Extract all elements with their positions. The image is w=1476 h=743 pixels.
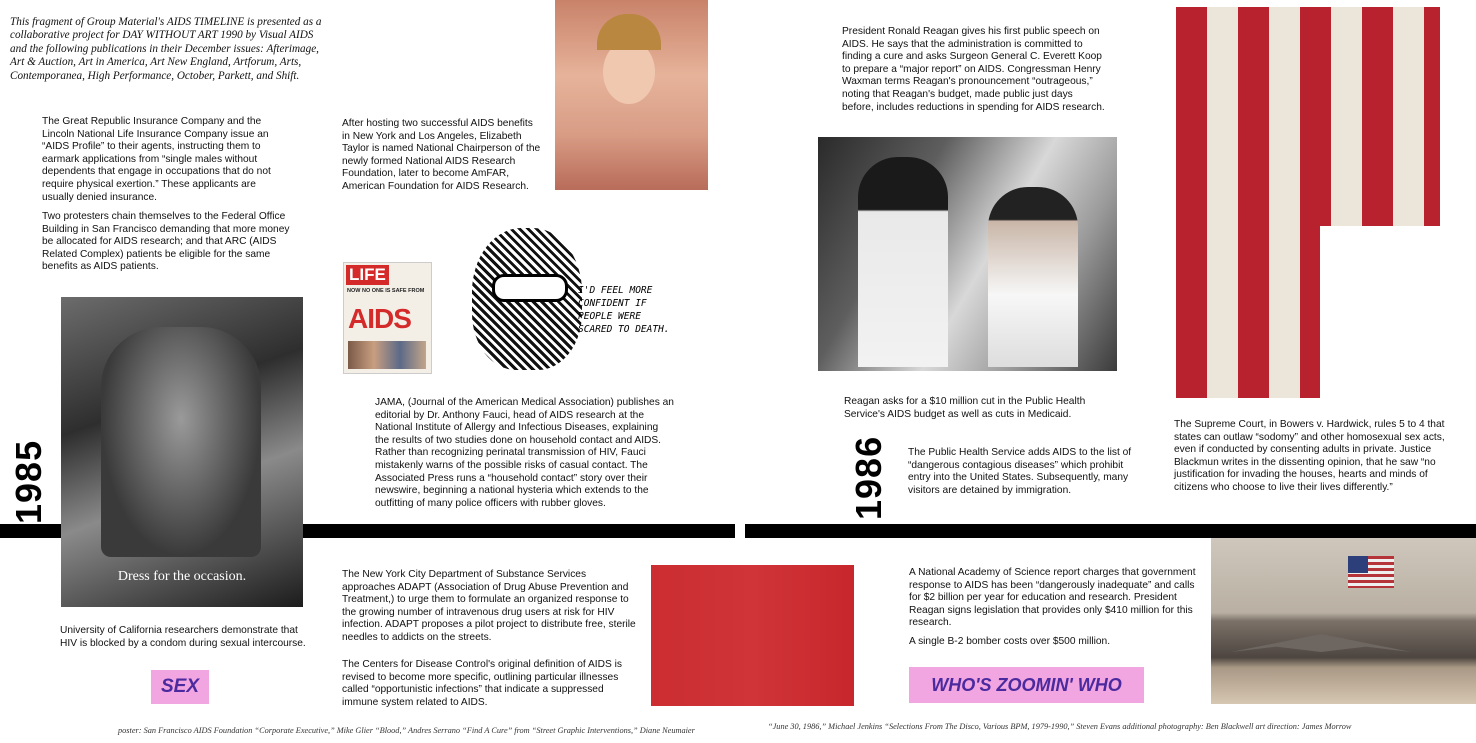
life-subtitle: NOW NO ONE IS SAFE FROM (347, 288, 425, 294)
executive-photo (818, 137, 1117, 371)
executive-woman (988, 187, 1078, 367)
entry-reagan-cut: Reagan asks for a $10 million cut in the Public Health Service's AIDS budget as well as cuts in Medicaid. (844, 396, 1086, 420)
entry-supreme: The Supreme Court, in Bowers v. Hardwick, rules 5 to 4 that states can outlaw “sodomy” and other homosexual sex acts, even if conducted by consenting adults in private. Justice Blackmun writes in the dissenting opinion, that he saw “no justification for invading the houses, hearts and minds of citizens who choose to live their lives differently.” (1174, 419, 1445, 493)
flag-cutout (1320, 226, 1476, 406)
intro-text: This fragment of Group Material's AIDS TIMELINE is presented as a collaborative project for DAY WITHOUT ART 1990 by Visual AIDS and the following publications in their December issues: Afterimage, Art & Auction, Art in America, Art New England, Artforum, Arts, Contemporanea, High Performance, October, Parkett, and Shift. (10, 16, 322, 82)
fauci-quote: I'D FEEL MORE CONFIDENT IF PEOPLE WERE SCARED TO DEATH. (578, 285, 670, 335)
tag-sex: SEX (151, 670, 209, 704)
hangar-flag (1348, 556, 1394, 588)
executive-man (858, 157, 948, 367)
year-1985: 1985 (8, 439, 49, 524)
credits-right: “June 30, 1986,” Michael Jenkins “Selections From The Disco, Various BPM, 1979-1990,” Steven Evans additional photography: Ben Blackwell art direction: James Morrow (768, 722, 1352, 731)
timeline-band-right (745, 524, 1476, 538)
poster-figure (101, 327, 261, 557)
entry-cdc: The Centers for Disease Control's original definition of AIDS is revised to become more specific, outlining particular illnesses called “opportunistic infections” that indicate a suppressed immune system related to AIDS. (342, 659, 622, 708)
entry-adapt: The New York City Department of Substance Services approaches ADAPT (Association of Drug Abuse Prevention and Treatment,) to urge them to formulate an organized response to the growing number of intravenous drug users at risk for HIV infection. ADAPT proposes a pilot project to distribute free, sterile needles to addicts on the streets. (342, 569, 636, 643)
poster-photo (61, 297, 303, 607)
taylor-headdress (597, 14, 661, 50)
poster-caption: Dress for the occasion. (117, 569, 247, 584)
entry-b2: A single B-2 bomber costs over $500 million. (909, 636, 1111, 647)
b2-bomber (1231, 634, 1411, 652)
entry-protesters: Two protesters chain themselves to the Federal Office Building in San Francisco demanding that more money be allocated for AIDS research; and that ARC (AIDS Related Complex) patients be eligible for the same benefits as AIDS patients. (42, 211, 290, 273)
entry-phs: The Public Health Service adds AIDS to the list of “dangerous contagious diseases” which prohibit entry into the United States. Subsequently, many visitors are detained by immigration. (908, 447, 1132, 496)
life-aids: AIDS (348, 303, 411, 334)
tag-zoomin: WHO'S ZOOMIN' WHO (909, 667, 1144, 703)
life-magazine-cover (343, 262, 432, 374)
blood-panel (651, 565, 854, 706)
entry-nas: A National Academy of Science report charges that government response to AIDS has been “dangerously inadequate” and calls for $2 billion per year for education and research. President Reagan signs legislation that provides only $410 million for this research. (909, 567, 1196, 629)
entry-taylor: After hosting two successful AIDS benefits in New York and Los Angeles, Elizabeth Taylor is named National Chairperson of the newly formed National AIDS Research Foundation, later to become AmFAR, American Foundation for AIDS Research. (342, 118, 541, 192)
hangar-flag-canton (1348, 556, 1368, 573)
credits-left: poster: San Francisco AIDS Foundation “Corporate Executive,” Mike Glier “Blood,” Andres Serrano “Find A Cure” from “Street Graphic Interventions,” Diane Neumaier (118, 726, 695, 735)
life-logo: LIFE (346, 265, 389, 285)
life-photo-strip (348, 341, 426, 369)
entry-jama: JAMA, (Journal of the American Medical Association) publishes an editorial by Dr. Anthony Fauci, head of AIDS research at the National Institute of Allergy and Infectious Diseases, explaining the results of two studies done on household contact and AIDS. Rather than recognizing perinatal transmission of HIV, Fauci mistakenly warns of the possible risks of casual contact. The Associated Press runs a “household contact” story over their newswire, beginning a national hysteria which extends to the outfitting of many police officers with rubber gloves. (375, 397, 674, 509)
entry-ucal: University of California researchers demonstrate that HIV is blocked by a condom during sexual intercourse. (60, 625, 306, 649)
hangar-photo (1211, 538, 1476, 704)
fauci-glasses (492, 274, 568, 302)
year-1986: 1986 (848, 435, 889, 520)
entry-insurance: The Great Republic Insurance Company and the Lincoln National Life Insurance Company issue an “AIDS Profile” to their agents, instructing them to earmark applications from “single males without dependents that engage in occupations that do not require physical exertion.” These applicants are usually denied insurance. (42, 116, 271, 203)
taylor-photo (555, 0, 708, 190)
entry-reagan-speech: President Ronald Reagan gives his first public speech on AIDS. He says that the administration is committed to finding a cure and asks Surgeon General C. Everett Koop to prepare a “major report” on AIDS. Congressman Henry Waxman terms Reagan's pronouncement “outrageous,” noting that Reagan's budget, made public just days before, includes reductions in spending for AIDS research. (842, 26, 1105, 113)
fauci-drawing (452, 224, 674, 374)
